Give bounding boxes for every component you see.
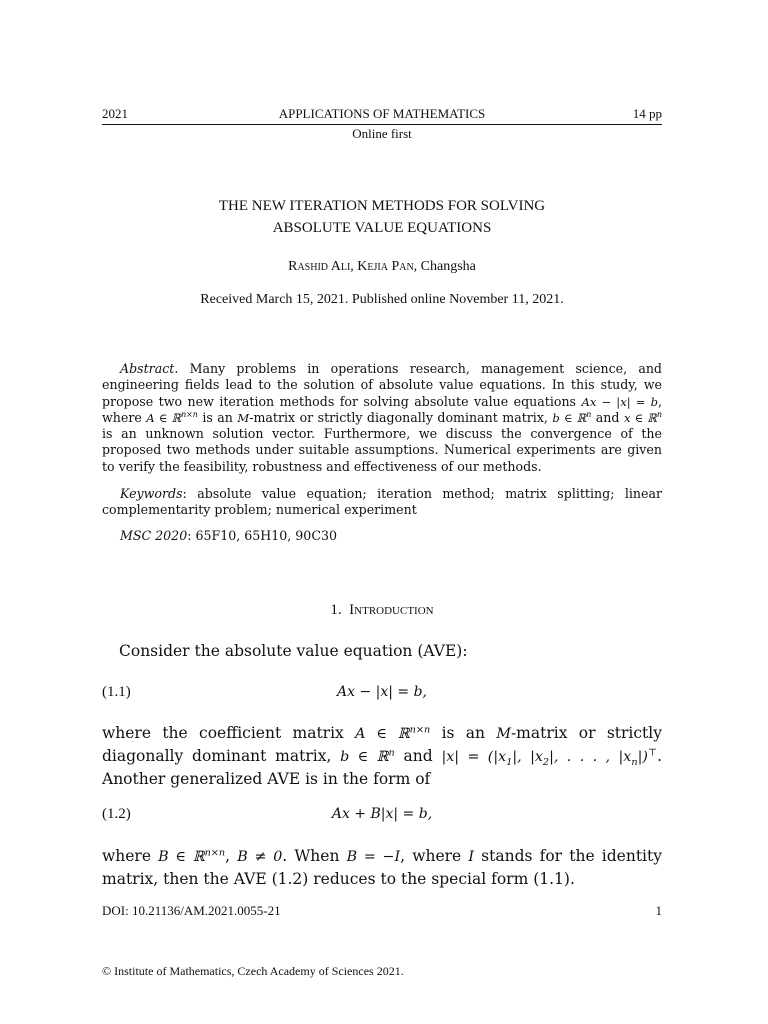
- abstract-text-b: , where: [102, 393, 663, 425]
- abstract-eq-b-base: b ∈ ℝ: [552, 410, 587, 425]
- abstract-eq-m: M: [237, 410, 250, 425]
- p2-eq-b: [340, 749, 395, 765]
- p2-eq-a-base: A ∈ ℝ: [355, 726, 410, 742]
- abstract-text-f: is an unknown solution vector. Furthermore, we discuss the convergence of the proposed two methods under suitable assumptions. Numerical experiments are given to verify the feasibility, robustness and effectiveness of our methods.: [102, 426, 662, 474]
- p3-eq-b: [158, 849, 225, 865]
- author-names: Rashid Ali, Kejia Pan: [288, 259, 414, 274]
- msc-text: : 65F10, 65H10, 90C30: [187, 528, 337, 543]
- keywords: [102, 486, 662, 519]
- abstract-text-c: is an: [197, 409, 238, 425]
- author-location: , Changsha: [413, 259, 476, 274]
- p2-text-a: where the coefficient matrix: [102, 724, 356, 742]
- abstract-eq-b-sup: n: [586, 410, 592, 420]
- abstract-eq-a: [146, 411, 198, 425]
- abstract: [102, 361, 662, 475]
- p2-transpose: ⊤: [647, 747, 658, 759]
- abstract-eq-a-sup: n×n: [181, 410, 198, 420]
- abstract-label: Abstract.: [120, 361, 179, 376]
- p2-absx-a: |x| = (|x: [441, 749, 507, 765]
- keywords-label: Keywords: [120, 486, 183, 501]
- msc-label: MSC 2020: [120, 528, 188, 543]
- p3-text-e: stands for the identity matrix, then the AVE (1.2) reduces to the special form (1.1).: [102, 847, 663, 888]
- equation-1-1: Ax − |x| = b,: [336, 684, 427, 700]
- abstract-eq-ave: Ax − |x| = b: [581, 394, 658, 409]
- intro-paragraph-1: Consider the absolute value equation (AVE):: [119, 642, 468, 660]
- p3-eq-i: I: [468, 849, 475, 865]
- section-number: 1.: [330, 602, 342, 618]
- p2-eq-a: [355, 726, 430, 742]
- abstract-eq-a-base: A ∈ ℝ: [146, 410, 182, 425]
- equation-1-2: Ax + B|x| = b,: [331, 806, 433, 822]
- page-number: 1: [655, 903, 662, 918]
- p2-eq-absx: [441, 747, 658, 768]
- p3-text-c: . When: [282, 847, 347, 865]
- section-heading: [102, 602, 662, 619]
- header-pages: 14 pp: [632, 106, 662, 121]
- title-line-2: ABSOLUTE VALUE EQUATIONS: [272, 220, 492, 236]
- intro-paragraph-2: [102, 722, 662, 790]
- section-title: Introduction: [349, 602, 434, 618]
- p2-absx-sub-1: 1: [506, 756, 513, 768]
- abstract-eq-x-base: x ∈ ℝ: [623, 410, 657, 425]
- doi-text: DOI: 10.21136/AM.2021.0055-21: [102, 903, 281, 918]
- p3-eq-bi: B = −I: [346, 849, 401, 865]
- online-status: Online first: [352, 126, 412, 141]
- p2-absx-sub-n: n: [631, 756, 638, 768]
- p2-absx-sub-2: 2: [542, 756, 550, 768]
- p2-eq-b-base: b ∈ ℝ: [340, 749, 389, 765]
- header-rule: [102, 124, 662, 125]
- authors: [102, 259, 662, 275]
- msc-classification: [102, 528, 662, 544]
- abstract-text-a: Many problems in operations research, management science, and engineering fields lead to the solution of absolute value equations. In this study, we propose two new iteration methods for solving absolute value equations: [102, 361, 662, 409]
- p3-eq-b-sup: n×n: [204, 847, 226, 859]
- abstract-text-e: and: [591, 409, 624, 425]
- intro-paragraph-3: [102, 845, 662, 890]
- p3-text-a: where: [102, 847, 159, 865]
- p2-absx-d: |): [637, 749, 648, 765]
- header-year: 2021: [102, 106, 128, 121]
- abstract-text-d: -matrix or strictly diagonally dominant matrix,: [249, 409, 553, 425]
- p2-eq-m: M: [496, 726, 511, 742]
- abstract-eq-b: [552, 411, 591, 425]
- p3-text-d: , where: [400, 847, 469, 865]
- p2-text-d: and: [394, 747, 442, 765]
- p2-text-e: . Another generalized AVE is in the form of: [102, 747, 662, 788]
- p3-eq-bne: B ≠ 0: [237, 849, 283, 865]
- p2-absx-c: |, . . . , |x: [549, 749, 632, 765]
- p2-text-b: is an: [430, 724, 497, 742]
- p2-text-c: -matrix or strictly diagonally dominant matrix,: [102, 724, 662, 765]
- p3-eq-b-base: B ∈ ℝ: [158, 849, 205, 865]
- equation-label-1-2: (1.2): [102, 806, 131, 822]
- p2-eq-b-sup: n: [388, 747, 395, 759]
- abstract-eq-x: [624, 411, 662, 425]
- equation-label-1-1: (1.1): [102, 684, 131, 700]
- p2-absx-b: |, |x: [512, 749, 543, 765]
- received-dates: Received March 15, 2021. Published online November 11, 2021.: [200, 292, 564, 307]
- copyright-notice: © Institute of Mathematics, Czech Academy of Sciences 2021.: [102, 964, 404, 978]
- paper-title: [102, 195, 662, 239]
- keywords-text: : absolute value equation; iteration method; matrix splitting; linear complementarity problem; numerical experiment: [102, 486, 662, 518]
- journal-name: APPLICATIONS OF MATHEMATICS: [278, 106, 486, 121]
- p3-text-b: ,: [225, 847, 238, 865]
- abstract-eq-x-sup: n: [656, 410, 663, 420]
- p2-eq-a-sup: n×n: [409, 724, 431, 736]
- title-line-1: THE NEW ITERATION METHODS FOR SOLVING: [218, 198, 546, 214]
